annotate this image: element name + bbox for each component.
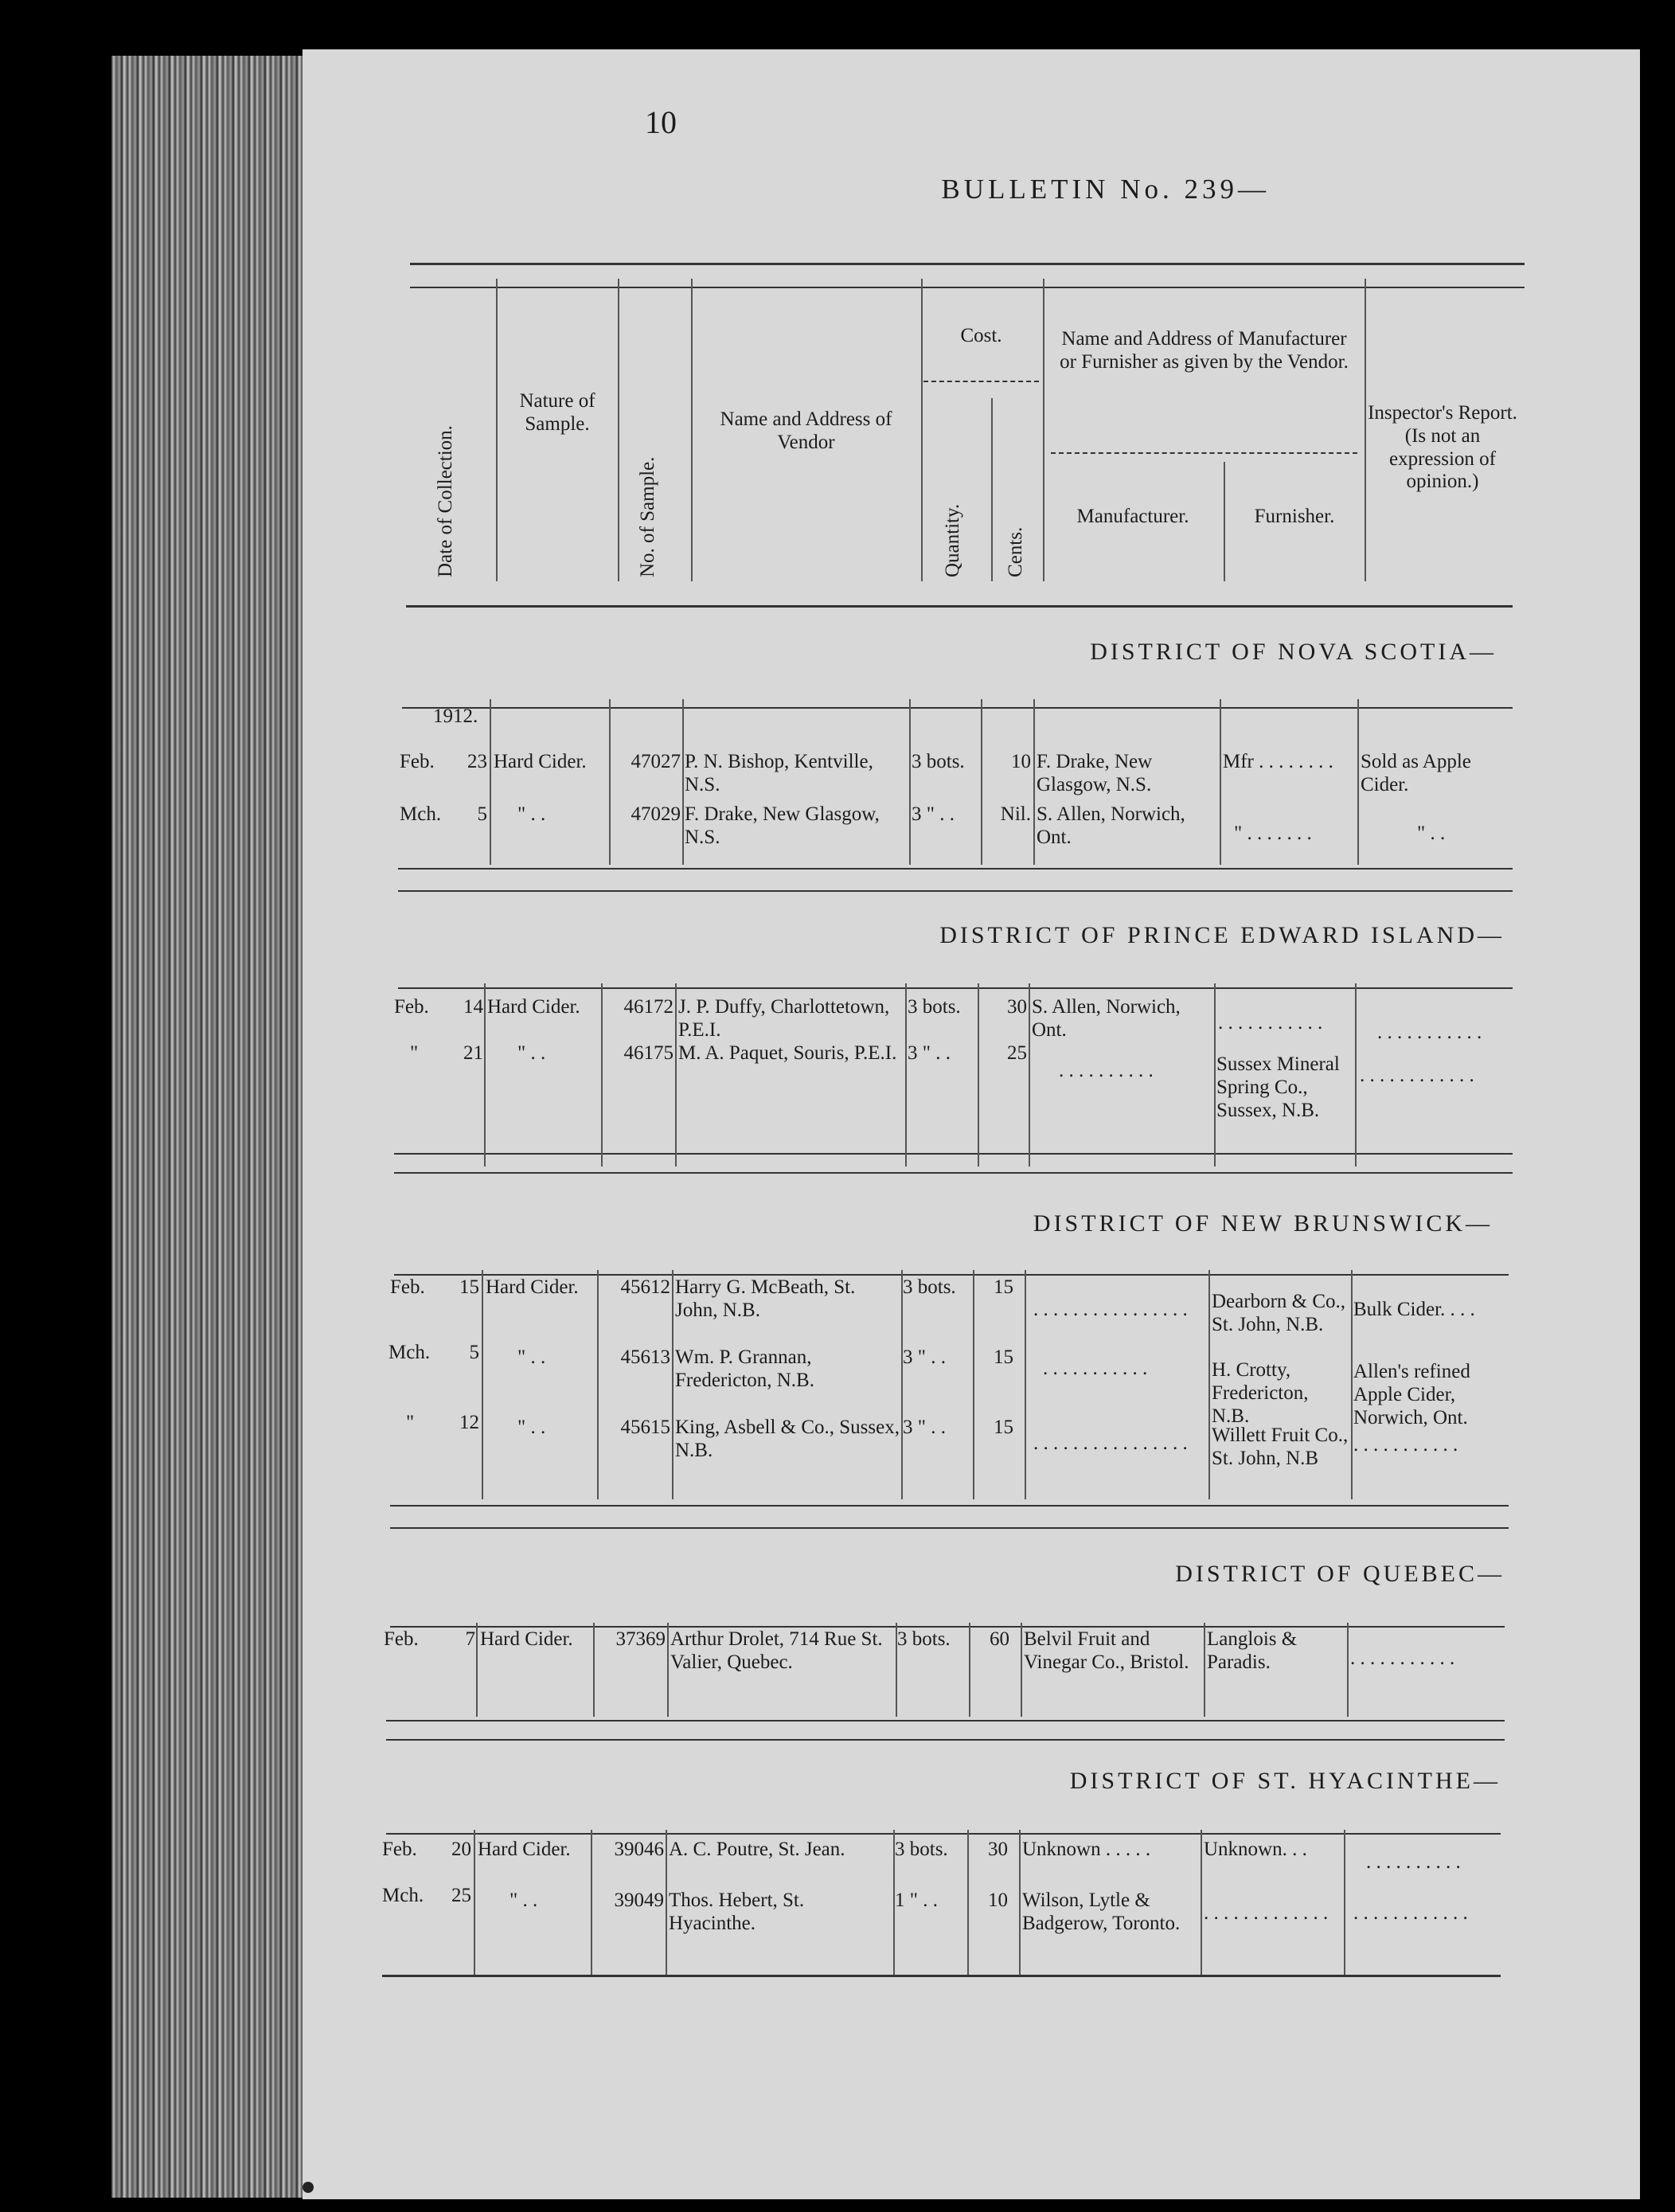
row-nature: " . . <box>517 1417 546 1438</box>
section-rule <box>398 890 1513 892</box>
document-page <box>303 49 1640 2199</box>
col-divider <box>967 1830 969 1975</box>
row-manufacturer: Belvil Fruit and Vinegar Co., Bristol. <box>1024 1628 1189 1673</box>
row-report: Bulk Cider. . . . <box>1353 1299 1475 1320</box>
row-report: . . . . . . . . . . . <box>1353 1434 1458 1456</box>
row-sample-no: 45615 <box>620 1417 670 1438</box>
row-sample-no: 47027 <box>631 751 681 772</box>
row-report: " . . <box>1417 823 1446 844</box>
row-quantity: 3 " . . <box>903 1417 946 1438</box>
row-report: . . . . . . . . . . . <box>1377 1022 1482 1043</box>
row-vendor: M. A. Paquet, Souris, P.E.I. <box>678 1042 897 1064</box>
row-furnisher: Dearborn & Co., St. John, N.B. <box>1212 1291 1346 1335</box>
row-quantity: 3 bots. <box>897 1628 951 1650</box>
row-cents: 15 <box>994 1276 1013 1298</box>
col-divider <box>1220 699 1221 865</box>
row-cents: 30 <box>988 1839 1008 1860</box>
row-sample-no: 37369 <box>615 1628 666 1650</box>
col-divider <box>597 1270 599 1499</box>
row-furnisher: " . . . . . . . <box>1234 823 1312 844</box>
mfr-rule <box>1051 452 1357 454</box>
row-vendor: F. Drake, New Glasgow, N.S. <box>685 803 880 848</box>
row-cents: 60 <box>990 1628 1009 1650</box>
row-month: Feb. <box>384 1628 419 1650</box>
row-nature: Hard Cider. <box>486 1276 579 1298</box>
row-vendor: Harry G. McBeath, St. John, N.B. <box>675 1276 856 1321</box>
row-month: Feb. <box>394 996 429 1018</box>
row-furnisher: Sussex Mineral Spring Co., Sussex, N.B. <box>1216 1053 1340 1121</box>
row-quantity: 3 bots. <box>895 1839 948 1860</box>
row-nature: Hard Cider. <box>478 1839 571 1860</box>
col-divider <box>667 1623 669 1717</box>
row-quantity: 1 " . . <box>895 1890 938 1911</box>
row-month: " <box>406 1412 415 1433</box>
header-manufacturer: Manufacturer. <box>1076 506 1189 527</box>
row-quantity: 3 " . . <box>912 803 955 825</box>
row-vendor: Arthur Drolet, 714 Rue St. Valier, Quebec. <box>670 1628 883 1673</box>
row-quantity: 3 bots. <box>912 751 965 772</box>
col-divider <box>601 983 603 1167</box>
col-divider <box>482 1270 483 1499</box>
row-day: 23 <box>467 751 487 772</box>
header-top-rule <box>410 263 1525 265</box>
col-divider <box>921 279 923 581</box>
row-quantity: 3 bots. <box>903 1276 956 1298</box>
col-divider <box>909 699 911 865</box>
book-page-edges <box>111 56 306 2198</box>
header-vendor: Name and Address of Vendor <box>720 408 892 453</box>
row-month: Mch. <box>382 1885 424 1906</box>
row-manufacturer: . . . . . . . . . . <box>1059 1060 1154 1081</box>
header-cents: Cents. <box>1005 526 1026 577</box>
col-divider <box>1351 1270 1353 1499</box>
row-furnisher: . . . . . . . . . . . <box>1218 1012 1323 1034</box>
cost-rule <box>923 381 1039 382</box>
col-divider <box>591 1830 592 1975</box>
row-manufacturer: Unknown . . . . . <box>1022 1839 1151 1860</box>
row-month: " <box>410 1042 419 1064</box>
row-manufacturer: . . . . . . . . . . . . . . . . <box>1033 1432 1188 1454</box>
section-rule <box>386 1720 1505 1722</box>
col-divider <box>1033 699 1035 865</box>
section-rule <box>390 1505 1509 1507</box>
row-month: Feb. <box>382 1839 417 1860</box>
row-sample-no: 45612 <box>620 1276 670 1298</box>
row-quantity: 3 bots. <box>908 996 961 1018</box>
header-mfr-group: Name and Address of Manufacturer or Furnisher as given by the Vendor. <box>1060 328 1349 373</box>
row-manufacturer: . . . . . . . . . . . <box>1043 1358 1148 1379</box>
row-manufacturer: F. Drake, New Glasgow, N.S. <box>1037 751 1153 795</box>
col-divider <box>1201 1830 1202 1975</box>
row-nature: " . . <box>510 1890 538 1911</box>
row-cents: 25 <box>1007 1042 1027 1064</box>
row-manufacturer: S. Allen, Norwich, Ont. <box>1037 803 1185 848</box>
col-divider <box>1355 983 1357 1167</box>
row-vendor: P. N. Bishop, Kentville, N.S. <box>685 751 873 795</box>
row-sample-no: 46175 <box>623 1042 674 1064</box>
section-rule <box>394 1153 1513 1155</box>
col-divider <box>1357 699 1359 865</box>
row-nature: " . . <box>517 1346 546 1368</box>
row-nature: " . . <box>517 1042 546 1064</box>
section-top-rule <box>398 987 1513 989</box>
row-day: 5 <box>469 1342 479 1363</box>
district-title: DISTRICT OF PRINCE EDWARD ISLAND— <box>939 922 1505 948</box>
col-divider <box>474 1830 475 1975</box>
col-divider <box>1021 1623 1022 1717</box>
row-day: 25 <box>451 1885 471 1906</box>
col-divider <box>672 1270 674 1499</box>
row-nature: Hard Cider. <box>480 1628 573 1650</box>
col-divider <box>609 699 611 865</box>
row-cents: 15 <box>994 1346 1013 1368</box>
col-divider <box>969 1623 970 1717</box>
col-divider <box>1029 983 1030 1167</box>
row-furnisher: Willett Fruit Co., St. John, N.B <box>1212 1425 1349 1469</box>
col-divider <box>593 1623 595 1717</box>
col-divider <box>490 699 491 865</box>
row-manufacturer: S. Allen, Norwich, Ont. <box>1032 996 1181 1041</box>
header-nature: Nature of Sample. <box>519 390 595 435</box>
row-month: Feb. <box>390 1276 425 1298</box>
row-month: Feb. <box>400 751 435 772</box>
col-divider <box>675 983 677 1167</box>
row-day: 21 <box>463 1042 483 1064</box>
row-furnisher: H. Crotty, Fredericton, N.B. <box>1212 1359 1309 1427</box>
row-report: . . . . . . . . . . . . <box>1353 1902 1468 1924</box>
col-divider <box>1025 1270 1026 1499</box>
district-title: DISTRICT OF ST. HYACINTHE— <box>1069 1768 1501 1794</box>
row-cents: Nil. <box>1000 803 1031 825</box>
row-month: Mch. <box>388 1342 431 1363</box>
bulletin-title: BULLETIN No. 239— <box>941 174 1270 205</box>
col-divider <box>484 983 486 1167</box>
row-report: . . . . . . . . . . . <box>1350 1647 1455 1669</box>
table-bottom-rule <box>382 1975 1501 1977</box>
col-divider <box>618 279 619 581</box>
district-title: DISTRICT OF NEW BRUNSWICK— <box>1033 1210 1493 1237</box>
col-divider <box>1224 462 1225 581</box>
header-cost: Cost. <box>960 325 1002 346</box>
row-report: Allen's refined Apple Cider, Norwich, Ont. <box>1353 1361 1470 1428</box>
row-report: . . . . . . . . . . . . <box>1360 1065 1474 1086</box>
row-sample-no: 47029 <box>631 803 681 825</box>
section-rule <box>394 1172 1513 1174</box>
header-furnisher: Furnisher. <box>1254 506 1335 527</box>
header-bottom-rule <box>406 605 1513 608</box>
header-quantity: Quantity. <box>942 503 963 577</box>
col-divider <box>496 279 498 581</box>
row-manufacturer: . . . . . . . . . . . . . . . . <box>1033 1299 1188 1320</box>
row-sample-no: 39046 <box>614 1839 664 1860</box>
row-day: 5 <box>477 803 487 825</box>
row-sample-no: 39049 <box>614 1890 664 1911</box>
row-sample-no: 46172 <box>623 996 674 1018</box>
row-quantity: 3 " . . <box>903 1346 946 1368</box>
col-divider <box>1214 983 1216 1167</box>
row-furnisher: . . . . . . . . . . . . . <box>1204 1902 1329 1924</box>
row-quantity: 3 " . . <box>908 1042 951 1064</box>
col-divider <box>691 279 693 581</box>
row-cents: 30 <box>1007 996 1027 1018</box>
row-furnisher: Langlois & Paradis. <box>1207 1628 1298 1673</box>
page-number: 10 <box>645 104 677 140</box>
row-vendor: A. C. Poutre, St. Jean. <box>669 1839 845 1860</box>
col-divider <box>1208 1270 1210 1499</box>
district-title: DISTRICT OF QUEBEC— <box>1175 1561 1505 1587</box>
header-top-rule-2 <box>410 287 1525 288</box>
col-divider <box>682 699 684 865</box>
row-cents: 15 <box>994 1417 1013 1438</box>
section-rule <box>398 868 1513 870</box>
col-divider <box>1019 1830 1021 1975</box>
row-day: 14 <box>463 996 483 1018</box>
section-top-rule <box>402 707 1513 709</box>
col-divider <box>1344 1830 1345 1975</box>
row-vendor: Wm. P. Grannan, Fredericton, N.B. <box>675 1346 814 1391</box>
col-divider <box>991 398 993 581</box>
col-divider <box>1347 1623 1349 1717</box>
section-rule <box>386 1739 1505 1741</box>
row-cents: 10 <box>988 1890 1008 1911</box>
row-day: 7 <box>465 1628 475 1650</box>
col-divider <box>905 983 907 1167</box>
row-nature: Hard Cider. <box>487 996 580 1018</box>
col-divider <box>901 1270 903 1499</box>
col-divider <box>476 1623 478 1717</box>
header-date: Date of Collection. <box>435 425 456 577</box>
col-divider <box>1043 279 1044 581</box>
year-label: 1912. <box>433 705 478 727</box>
row-day: 20 <box>451 1839 471 1860</box>
row-day: 15 <box>459 1276 479 1298</box>
row-furnisher: Mfr . . . . . . . . <box>1223 751 1333 772</box>
col-divider <box>1204 1623 1205 1717</box>
row-vendor: J. P. Duffy, Charlottetown, P.E.I. <box>678 996 890 1041</box>
row-day: 12 <box>459 1412 479 1433</box>
row-vendor: Thos. Hebert, St. Hyacinthe. <box>669 1890 805 1934</box>
row-month: Mch. <box>400 803 442 825</box>
section-top-rule <box>386 1833 1501 1835</box>
row-report: . . . . . . . . . . <box>1366 1851 1461 1873</box>
header-sample-no: No. of Sample. <box>637 456 658 577</box>
col-divider <box>973 1270 974 1499</box>
ink-spot <box>303 2182 314 2193</box>
row-manufacturer: Wilson, Lytle & Badgerow, Toronto. <box>1022 1890 1181 1934</box>
row-cents: 10 <box>1011 751 1031 772</box>
row-furnisher: Unknown. . . <box>1204 1839 1307 1860</box>
header-inspector-report: Inspector's Report. (Is not an expression of opinion.) <box>1368 402 1517 493</box>
row-vendor: King, Asbell & Co., Sussex, N.B. <box>675 1417 900 1461</box>
row-report: Sold as Apple Cider. <box>1361 751 1471 795</box>
col-divider <box>666 1830 667 1975</box>
col-divider <box>981 699 982 865</box>
row-nature: Hard Cider. <box>494 751 587 772</box>
district-title: DISTRICT OF NOVA SCOTIA— <box>1090 639 1497 665</box>
section-rule <box>390 1527 1509 1529</box>
row-nature: " . . <box>517 803 546 825</box>
row-sample-no: 45613 <box>620 1346 670 1368</box>
